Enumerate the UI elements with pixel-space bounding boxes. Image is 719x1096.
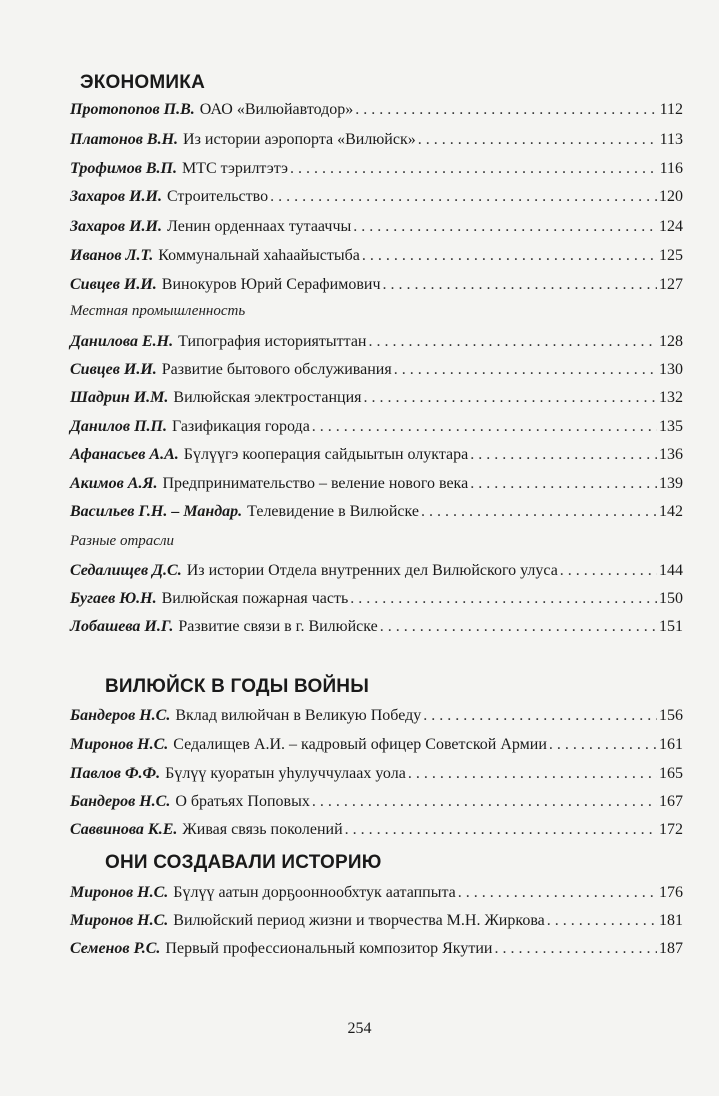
entry-page: 124 — [659, 218, 683, 235]
entry-title: Развитие связи в г. Вилюйске — [178, 618, 378, 635]
entry-page: 112 — [659, 101, 683, 118]
entry-author: Саввинова К.Е. — [70, 821, 178, 838]
entry-page: 161 — [659, 736, 683, 753]
entry-author: Захаров И.И. — [70, 218, 162, 235]
entry-page: 116 — [659, 160, 683, 177]
entry-author: Акимов А.Я. — [70, 475, 158, 492]
entry-title: Винокуров Юрий Серафимович — [161, 276, 381, 293]
section-heading: ВИЛЮЙСК В ГОДЫ ВОЙНЫ — [105, 676, 370, 697]
entry-author: Миронов Н.С. — [70, 884, 169, 901]
entry-author: Лобашева И.Г. — [70, 618, 174, 635]
dot-leader — [470, 446, 657, 464]
entry-title: Предпринимательство – веление нового века — [162, 475, 469, 492]
entry-title: Седалищев А.И. – кадровый офицер Советской Армии — [173, 736, 547, 753]
entry-page: 187 — [659, 940, 683, 957]
entry-page: 142 — [659, 503, 683, 520]
toc-entry — [70, 131, 683, 153]
entry-title: Развитие бытового обслуживания — [161, 361, 392, 378]
toc-entry — [70, 503, 683, 525]
dot-leader — [494, 940, 657, 958]
dot-leader — [383, 276, 657, 294]
dot-leader — [345, 821, 657, 839]
dot-leader — [355, 101, 657, 119]
entry-title: Из истории Отдела внутренних дел Вилюйского улуса — [186, 562, 558, 579]
entry-author: Данилова Е.Н. — [70, 333, 174, 350]
dot-leader — [408, 765, 657, 783]
entry-title: Типография историятыттан — [178, 333, 367, 350]
dot-leader — [394, 361, 657, 379]
section-heading: ЭКОНОМИКА — [80, 72, 205, 93]
toc-entry — [70, 247, 683, 269]
entry-title: Из истории аэропорта «Вилюйск» — [183, 131, 416, 148]
dot-leader — [458, 884, 657, 902]
entry-title: МТС тэрилтэтэ — [181, 160, 288, 177]
toc-entry — [70, 912, 683, 934]
entry-author: Бугаев Ю.Н. — [70, 590, 157, 607]
toc-entry — [70, 562, 683, 584]
entry-page: 125 — [659, 247, 683, 264]
entry-author: Данилов П.П. — [70, 418, 167, 435]
entry-author: Седалищев Д.С. — [70, 562, 182, 579]
toc-entry — [70, 361, 683, 383]
dot-leader — [380, 618, 657, 636]
dot-leader — [470, 475, 657, 493]
entry-author: Миронов Н.С. — [70, 736, 169, 753]
entry-title: Строительство — [166, 188, 269, 205]
toc-entry — [70, 446, 683, 468]
entry-author: Иванов Л.Т. — [70, 247, 154, 264]
dot-leader — [560, 562, 657, 580]
dot-leader — [421, 503, 657, 521]
entry-page: 150 — [659, 590, 683, 607]
entry-title: Первый профессиональный композитор Якутии — [165, 940, 493, 957]
entry-page: 165 — [659, 765, 683, 782]
entry-author: Сивцев И.И. — [70, 276, 157, 293]
dot-leader — [270, 188, 657, 206]
entry-page: 144 — [659, 562, 683, 579]
toc-entry — [70, 218, 683, 240]
entry-page: 130 — [659, 361, 683, 378]
entry-title: Живая связь поколений — [182, 821, 343, 838]
entry-title: Бүлүүгэ кооперация сайдыытын олуктара — [183, 446, 469, 463]
entry-author: Шадрин И.М. — [70, 389, 169, 406]
entry-page: 167 — [659, 793, 683, 810]
entry-title: ОАО «Вилюйавтодор» — [199, 101, 354, 118]
toc-entry — [70, 160, 683, 182]
entry-title: Вилюйский период жизни и творчества М.Н. Жиркова — [173, 912, 545, 929]
section-heading: ОНИ СОЗДАВАЛИ ИСТОРИЮ — [105, 852, 382, 873]
toc-entry — [70, 333, 683, 355]
entry-author: Васильев Г.Н. – Мандар. — [70, 503, 243, 520]
dot-leader — [350, 590, 657, 608]
entry-author: Захаров И.И. — [70, 188, 162, 205]
entry-title: Ленин орденнаах тутааччы — [166, 218, 352, 235]
entry-page: 132 — [659, 389, 683, 406]
entry-page: 128 — [659, 333, 683, 350]
toc-entry — [70, 940, 683, 962]
dot-leader — [418, 131, 658, 149]
toc-entry — [70, 736, 683, 758]
entry-page: 172 — [659, 821, 683, 838]
entry-author: Сивцев И.И. — [70, 361, 157, 378]
entry-title: Бүлүү куоратын уhулуччулаах уола — [165, 765, 406, 782]
entry-author: Павлов Ф.Ф. — [70, 765, 161, 782]
entry-author: Миронов Н.С. — [70, 912, 169, 929]
entry-author: Платонов В.Н. — [70, 131, 179, 148]
entry-page: 120 — [659, 188, 683, 205]
toc-entry — [70, 707, 683, 729]
toc-entry — [70, 884, 683, 906]
dot-leader — [363, 389, 657, 407]
dot-leader — [368, 333, 657, 351]
entry-page: 151 — [659, 618, 683, 635]
entry-title: Телевидение в Вилюйске — [247, 503, 419, 520]
entry-title: Бүлүү аатын дорҕооннообхтук аатаппыта — [173, 884, 456, 901]
entry-page: 139 — [659, 475, 683, 492]
toc-entry — [70, 389, 683, 411]
entry-author: Семенов Р.С. — [70, 940, 161, 957]
dot-leader — [290, 160, 658, 178]
entry-page: 135 — [659, 418, 683, 435]
subsection-heading: Местная промышленность — [70, 303, 246, 319]
entry-title: Вилюйская электростанция — [173, 389, 362, 406]
entry-title: Вилюйская пожарная часть — [161, 590, 349, 607]
entry-author: Протопопов П.В. — [70, 101, 195, 118]
subsection-heading: Разные отрасли — [70, 533, 174, 549]
dot-leader — [312, 793, 657, 811]
entry-page: 181 — [659, 912, 683, 929]
dot-leader — [312, 418, 657, 436]
toc-entry — [70, 765, 683, 787]
page-number: 254 — [347, 1020, 372, 1037]
entry-title: Коммунальнай хаhаайыстыба — [158, 247, 360, 264]
toc-entry — [70, 101, 683, 123]
entry-page: 127 — [659, 276, 683, 293]
toc-entry — [70, 618, 683, 640]
toc-entry — [70, 821, 683, 843]
entry-page: 113 — [659, 131, 683, 148]
toc-entry — [70, 188, 683, 210]
entry-author: Бандеров Н.С. — [70, 707, 171, 724]
toc-entry — [70, 475, 683, 497]
entry-title: Газификация города — [171, 418, 310, 435]
dot-leader — [353, 218, 657, 236]
entry-title: О братьях Поповых — [175, 793, 310, 810]
toc-entry — [70, 590, 683, 612]
toc-entry — [70, 276, 683, 298]
entry-author: Трофимов В.П. — [70, 160, 177, 177]
entry-page: 176 — [659, 884, 683, 901]
dot-leader — [423, 707, 657, 725]
entry-title: Вклад вилюйчан в Великую Победу — [175, 707, 422, 724]
entry-page: 156 — [659, 707, 683, 724]
dot-leader — [362, 247, 657, 265]
dot-leader — [547, 912, 657, 930]
toc-entry — [70, 418, 683, 440]
dot-leader — [549, 736, 657, 754]
entry-author: Афанасьев А.А. — [70, 446, 179, 463]
entry-author: Бандеров Н.С. — [70, 793, 171, 810]
entry-page: 136 — [659, 446, 683, 463]
toc-entry — [70, 793, 683, 815]
